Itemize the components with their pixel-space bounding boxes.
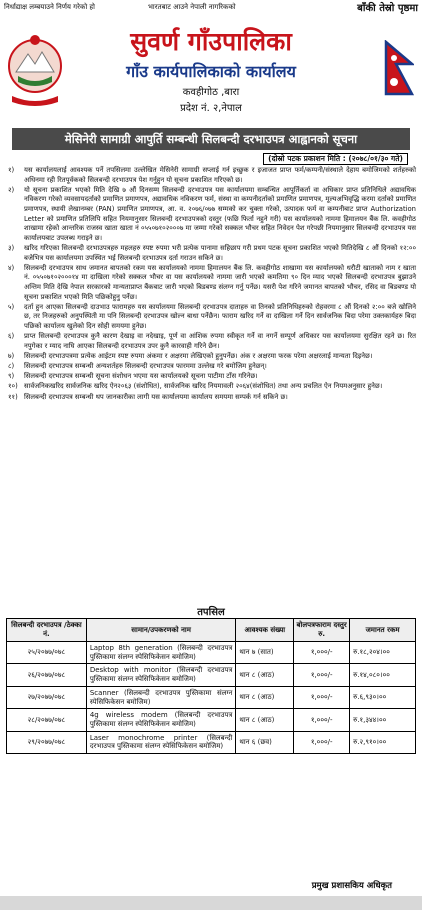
table-cell: थान ८ (आठ) <box>236 664 294 686</box>
table-cell: २७/२०७७/०७८ <box>7 686 87 708</box>
table-cell: 4g wireless modem (सिलबन्दी दरभाउपत्र पुस्तिकामा संलग्न स्पेसिफिकेसन बमोजिम) <box>86 709 236 731</box>
table-cell: रु.६,९३०।०० <box>350 686 416 708</box>
clause-text: सिलबन्दी दरभाउपत्रमा प्रत्येक आईटम स्पष्ट रुपमा अंकमा र अक्षरमा लेखिएको हुनुपर्नेछ। अंक र अक्षरमा फरक परेमा अक्षरलाई मान्यता दिइनेछ। <box>24 351 373 360</box>
clause-item <box>6 372 416 382</box>
clause-text: प्राप्त सिलबन्दी दरभाउपत्र कुनै कारण देखाइ वा नदेखाइ, पूर्ण वा आंशिक रुपमा स्वीकृत गर्ने वा नगर्ने सम्पूर्ण अधिकार यस कार्यालयमा सुरक्षित रहने छ। रित नपुगेका र म्याद नाघि आएका सिलबन्दी दरभाउपत्र उपर कुनै कारवाही गरिने छैन। <box>24 332 416 350</box>
table-cell: २८/२०७७/०७८ <box>7 709 87 731</box>
clause-item <box>6 303 416 332</box>
table-cell: १,०००/- <box>294 709 350 731</box>
clause-number: १) <box>8 166 15 174</box>
clause-text: यस कार्यालयलाई आवश्यक पर्ने तपसिलमा उल्लेखित मेसिनेरी सामाग्री सप्लाई गर्न इच्छुक र इजाजत प्राप्त फर्म/कम्पनी/संस्थाले देहाय बमोजिमको शर्तहरुको अधिनमा रही रितपूर्वकको सिलबन्दी दरभाउपत्र पेश गर्नुहुन यो सूचना प्रकाशित गरिएको छ। <box>24 166 416 184</box>
table-cell: १,०००/- <box>294 686 350 708</box>
items-table <box>6 618 416 754</box>
table-cell: Desktop with monitor (सिलबन्दी दरभाउपत्र पुस्तिकामा संलग्न स्पेसिफिकेसन बमोजिम) <box>86 664 236 686</box>
table-cell: थान ८ (आठ) <box>236 709 294 731</box>
clause-text: खरिद गरिएका सिलबन्दी दरभाउपत्रहरु महलहरु स्पष्ट रुपमा भरी प्रत्येक पानामा सहिछाप गरी प्रथम पटक सूचना प्रकाशित भएको मितिदेखि ८ औं दिनको १२:०० बजेभित्र यस कार्यालयमा उपस्थित भई सिलबन्दी दरभाउपत्र दर्ता गराउन सकिने छ। <box>24 243 416 262</box>
annex-heading: तपसिल <box>197 607 225 618</box>
table-cell: रु.२,९१०।०० <box>350 731 416 753</box>
newspaper-bottom-strip <box>0 896 422 910</box>
clause-item <box>6 382 416 392</box>
clause-item <box>6 166 416 185</box>
clause-text: सार्वजनिकखरिद सार्वजनिक खरिद ऐन२०६३ (संशोधित), सार्वजनिक खरिद नियमावली २०६४(संशोधित) तथा अन्य प्रचलित ऐन नियमअनुसार हुनेछ। <box>24 382 383 391</box>
table-cell: थान ६ (छव) <box>236 731 294 753</box>
notice-clauses <box>6 166 416 403</box>
clause-text: सिलबन्दी दरभाउपत्र सम्बन्धी थप जानकारीका लागी यस कार्यालयमा कार्यालय समयमा सम्पर्क गर्न सकिने छ। <box>24 392 288 401</box>
clause-number: ६) <box>8 332 15 341</box>
table-cell: २९/२०७७/०७८ <box>7 731 87 753</box>
municipality-title: सुवर्ण गाँउपालिका <box>130 27 292 56</box>
clause-number: ७) <box>8 351 15 360</box>
table-row <box>7 731 416 753</box>
table-cell: Scanner (सिलबन्दी दरभाउपत्र पुस्तिकामा संलग्न स्पेसिफिकेसन बमोजिम) <box>86 686 236 708</box>
clause-number: ४) <box>8 263 15 272</box>
table-row <box>7 642 416 664</box>
table-body <box>7 642 416 754</box>
notice-title-banner: मेसिनेरी सामाग्री आपुर्ति सम्बन्धी सिलबन्दी दरभाउपत्र आह्वानको सूचना <box>12 128 410 150</box>
office-location: कवहीगोठ ,बारा <box>182 87 240 98</box>
newspaper-top-strip <box>0 0 422 16</box>
table-header-cell: सिलबन्दी दरभाउपत्र /ठेक्का नं. <box>7 619 87 642</box>
clause-item <box>6 362 416 372</box>
table-row <box>7 709 416 731</box>
table-cell: २५/२०७७/०७८ <box>7 642 87 664</box>
clause-item <box>6 332 416 351</box>
top-strip-left-text: निर्धाद्याक्ष लम्बयाउने निर्णय गरेको हो <box>4 3 95 11</box>
clause-text: सिलबन्दी दरभाउपत्र सम्बन्धी सूचना संशोधन भएमा यस कार्यालयको सूचना पाटीमा टाँस गरिनेछ। <box>24 372 258 381</box>
signatory-title: प्रमुख प्रशासकिय अधिकृत <box>311 881 392 891</box>
table-cell: थान ८ (आठ) <box>236 686 294 708</box>
clause-item <box>6 186 416 244</box>
table-cell: १,०००/- <box>294 642 350 664</box>
table-cell: Laser monochrome printer (सिलबन्दी दरभाउपत्र पुस्तिकामा संलग्न स्पेसिफिकेसन बमोजिम) <box>86 731 236 753</box>
publication-date: (दोस्रो पटक प्रकाशन मिति : (२०७८/०१/३० गते) <box>263 153 408 165</box>
continued-page-label: बाँकी तेस्रो पृष्ठमा <box>357 3 418 14</box>
nepal-flag-icon <box>384 40 414 98</box>
clause-number: ९) <box>8 372 15 381</box>
clause-number: १०) <box>8 382 18 391</box>
table-row <box>7 686 416 708</box>
table-cell: Laptop 8th generation (सिलबन्दी दरभाउपत्र पुस्तिकामा संलग्न स्पेसिफिकेसन बमोजिम) <box>86 642 236 664</box>
table-header-cell: बोलपत्रफाराम दस्तुर रु. <box>294 619 350 642</box>
clause-text: सिलबन्दी दरभाउपत्र साथ जमानत बापतको रकम यस कार्यालयको नाममा हिमालयन बैंक लि. कवहीगोठ शाखामा यस कार्यालयको धरौटी खाताको नाम र खाता नं. ०५५०७१०२०००१४ मा दाखिला गरेको सक्कल भौचर वा यस कार्यालयको नाममा जारी भएको कमतिमा ९० दिन म्याद भएको सिलबन्दी दरभाउपत्र बुझाउने अन्तिम मिति देखि नेपाल सरकारको मान्यताप्राप्त बैंकबाट जारी भएको बिडबण्ड संलग्न गर्नु पर्नेछ। यसरी पेश गरिने जमानत बापतको भौचर, रसिद वा बिडबण्ड यो सूचना प्रकाशित भएको मिति पछिकोहुनु पर्नेछ। <box>24 263 416 301</box>
table-cell: २६/२०७७/०७८ <box>7 664 87 686</box>
clause-text: यो सूचना प्रकाशित भएको मिति देखि ७ औं दिनसम्म सिलबन्दी दरभाउपत्र यस कार्यालयमा सम्बन्धित आपूर्तिकर्ता वा अधिकार प्राप्त प्रतिनिधिले अद्यावधिक नविकरण गरेको व्यवसायदर्ताको प्रमाणित प्रमाणपत्र, अद्यावधिक नविकरण फर्म, संस्था वा कम्पनीदर्ताको प्रमाणित प्रमाणपत्र, मूल्यअभिवृद्धि करमा दर्ताको प्रमाणित प्रमाणपत्र, स्थायी लेखानम्बर (PAN) प्रमाणित प्रमाणपत्र, आ. व. २०७६/०७७ सम्मको कर चुक्ता गरेको, उत्पादक फर्म वा कम्पनीबाट प्राप्त Authorization Letter को प्रमाणित प्रतिलिपि सहित नियमानुसार सिलबन्दी दरभाउपत्रको दस्तुर (फछि फिर्ता नहुने गरी) यस कार्यालयको नाममा हिमालयन बैंक लि. कवहीगोठ शाखामा रहेको आन्तरिक राजस्व खाता खाता नं ०५५०७१०२०००७ मा जम्मा गरेको सक्कल भौचर सहित निवेदन पेश गरेपछी नियमानुसार सिलबन्दी दरभाउपत्र यस कार्यालयबाट उपलब्ध गराइने छ। <box>24 185 416 242</box>
table-cell: १,०००/- <box>294 731 350 753</box>
clause-number: २) <box>8 185 15 194</box>
clause-item <box>6 393 416 403</box>
clause-number: ११) <box>8 392 18 401</box>
table-cell: रु.१८,२०४।०० <box>350 642 416 664</box>
clause-number: ५) <box>8 302 15 311</box>
table-cell: १,०००/- <box>294 664 350 686</box>
office-name: गाँउ कार्यपालिकाको कार्यालय <box>126 62 296 81</box>
clause-text: सिलबन्दी दरभाउपत्र सम्बन्धी अन्यशर्तहरु सिलबन्दी दरभाउपत्र फारममा उल्लेख गरे बमोजिम हुनेछन्। <box>24 362 267 371</box>
table-header-cell: जमानत रकम <box>350 619 416 642</box>
clause-item <box>6 352 416 362</box>
clause-number: ८) <box>8 362 15 371</box>
table-header-row <box>7 619 416 642</box>
table-row <box>7 664 416 686</box>
clause-item <box>6 264 416 302</box>
table-cell: रु.१,३४४।०० <box>350 709 416 731</box>
table-header-cell: सामान/उपकरणको नाम <box>86 619 236 642</box>
table-cell: रु.१४,०८०।०० <box>350 664 416 686</box>
clause-text: दर्ता हुन आएका सिलबन्दी दाउभाउ फारामहरु यस कार्यालयमा सिलबन्दी दरभाउपत्र दाताहरु वा तिनको प्रतिनिधिहरुको रोहवरमा ८ औं दिनको २:०० बजे खोलिने छ, तर निजहरुको अनुपस्थिती मा पनि सिलबन्दी दरभाउपत्र खोल्न बाधा पर्नेछैन। फाराम खरिद गर्ने वा दाखिला गर्ने दिन सार्वजनिक बिदा परेमा उक्तकार्यहरु बिदा पछिको कार्यालय खुलेको दिन सोही समयमा हुनेछ। <box>24 302 416 330</box>
clause-item <box>6 244 416 263</box>
table-header-cell: आवश्यक संख्या <box>236 619 294 642</box>
clause-number: ३) <box>8 243 15 252</box>
municipality-header <box>0 16 422 126</box>
province-line: प्रदेश नं. २,नेपाल <box>180 103 242 114</box>
table-cell: थान ७ (सात) <box>236 642 294 664</box>
top-strip-middle-text: भारतबाट आउने नेपाली नागरिकको <box>148 3 236 11</box>
